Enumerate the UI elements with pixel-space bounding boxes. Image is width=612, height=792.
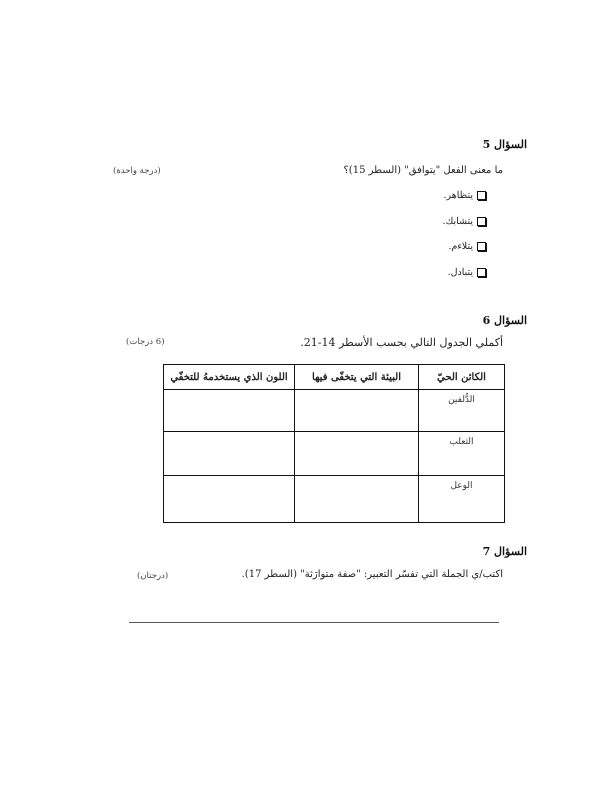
question-5-option-4[interactable] [448, 267, 486, 278]
option-label: يتشابك. [442, 216, 473, 227]
organism-cell: الدُّلفين [419, 390, 505, 432]
table-row [164, 390, 505, 432]
checkbox-icon[interactable] [477, 268, 486, 277]
color-answer-cell[interactable] [164, 432, 295, 476]
color-answer-cell[interactable] [164, 476, 295, 523]
checkbox-icon[interactable] [477, 191, 486, 200]
header-color: اللون الذي يستخدمهُ للتخفّي [164, 365, 295, 390]
option-label: يتبادل. [447, 267, 473, 278]
checkbox-icon[interactable] [477, 242, 486, 251]
option-label: يتلاءم. [448, 241, 473, 252]
question-5-title: السؤال 5 [482, 138, 527, 151]
question-6-title: السؤال 6 [482, 314, 527, 327]
organism-cell: الوعل [419, 476, 505, 523]
table-row [164, 476, 505, 523]
header-organism: الكائن الحيّ [419, 365, 505, 390]
question-5-text: ما معنى الفعل "يتوافق" (السطر 15)؟ [343, 165, 503, 176]
environment-answer-cell[interactable] [295, 432, 419, 476]
question-5-grade: (درجة واحدة) [113, 166, 161, 176]
camouflage-table [163, 364, 505, 523]
answer-line[interactable] [129, 622, 499, 623]
environment-answer-cell[interactable] [295, 476, 419, 523]
organism-cell: الثعلب [419, 432, 505, 476]
option-label: يتظاهر. [443, 190, 473, 201]
header-environment: البيئة التي يتخفّى فيها [295, 365, 419, 390]
question-7-text: اكتب/ي الجملة التي تفسّر التعبير: "صفة متوارَثة" (السطر 17). [241, 569, 503, 580]
question-7-title: السؤال 7 [482, 545, 527, 558]
table-header-row [164, 365, 505, 390]
question-6-text: أكملي الجدول التالي بحسب الأسطر 14-21. [300, 336, 503, 349]
question-6-grade: (6 درجات) [126, 337, 165, 347]
environment-answer-cell[interactable] [295, 390, 419, 432]
question-5-option-1[interactable] [444, 190, 486, 201]
table-row [164, 432, 505, 476]
question-5-option-2[interactable] [442, 216, 486, 227]
question-5-option-3[interactable] [448, 241, 486, 252]
checkbox-icon[interactable] [477, 217, 486, 226]
question-7-grade: (درجتان) [137, 571, 169, 581]
color-answer-cell[interactable] [164, 390, 295, 432]
